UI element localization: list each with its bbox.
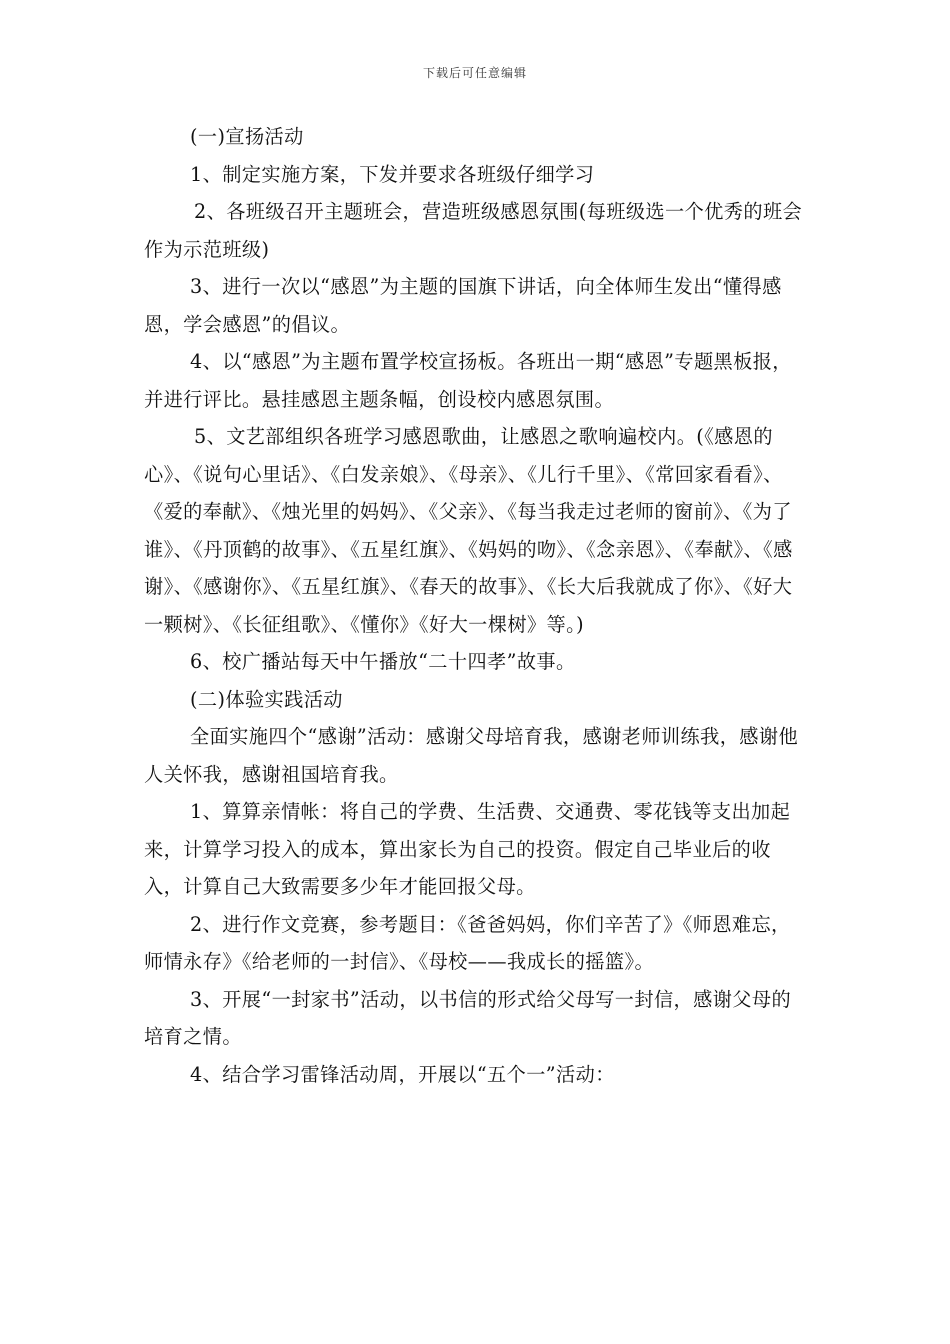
paragraph: 3、开展“一封家书”活动，以书信的形式给父母写一封信，感谢父母的培育之情。 — [144, 987, 792, 1048]
paragraph: 5、文艺部组织各班学习感恩歌曲，让感恩之歌响遍校内。(《感恩的心》、《说句心里话》、《白发亲娘》、《母亲》、《儿行千里》、《常回家看看》、《爱的奉献》、《烛光里的妈妈》、《父亲》、《每当我走过老师的窗前》、《为了谁》、《丹顶鹤的故事》、《五星红旗》、《妈妈的吻》、《念亲恩》、《奉献》、《感谢》、《感谢你》、《五星红旗》、《春天的故事》、《长大后我就成了你》、《好大一颗树》、《长征组歌》、《懂你》《好大一棵树》等。) — [144, 425, 793, 636]
paragraph: 1、制定实施方案，下发并要求各班级仔细学习 — [190, 162, 595, 186]
section-heading-1: (一)宣扬活动 — [190, 125, 304, 148]
page-header: 下载后可任意编辑 — [422, 66, 527, 80]
section-heading-2: (二)体验实践活动 — [190, 687, 343, 711]
paragraph: 2、各班级召开主题班会，营造班级感恩氛围(每班级选一个优秀的班会作为示范班级) — [144, 200, 803, 261]
paragraph: 2、进行作文竞赛，参考题目：《爸爸妈妈，你们辛苦了》《师恩难忘，师情永存》《给老师的一封信》、《母校——我成长的摇篮》。 — [144, 912, 791, 973]
paragraph: 4、结合学习雷锋活动周，开展以“五个一”活动： — [190, 1062, 615, 1086]
document-body — [144, 118, 809, 1093]
paragraph: 6、校广播站每天中午播放“二十四孝”故事。 — [190, 650, 576, 673]
paragraph: 3、进行一次以“感恩”为主题的国旗下讲话，向全体师生发出“懂得感恩，学会感恩”的倡议。 — [144, 275, 782, 336]
paragraph: 1、算算亲情帐：将自己的学费、生活费、交通费、零花钱等支出加起来，计算学习投入的成本，算出家长为自己的投资。假定自己毕业后的收入，计算自己大致需要多少年才能回报父母。 — [144, 800, 791, 898]
paragraph: 4、以“感恩”为主题布置学校宣扬板。各班出一期“感恩”专题黑板报，并进行评比。悬挂感恩主题条幅，创设校内感恩氛围。 — [144, 350, 792, 411]
paragraph: 全面实施四个“感谢”活动：感谢父母培育我，感谢老师训练我，感谢他人关怀我，感谢祖国培育我。 — [144, 725, 799, 786]
